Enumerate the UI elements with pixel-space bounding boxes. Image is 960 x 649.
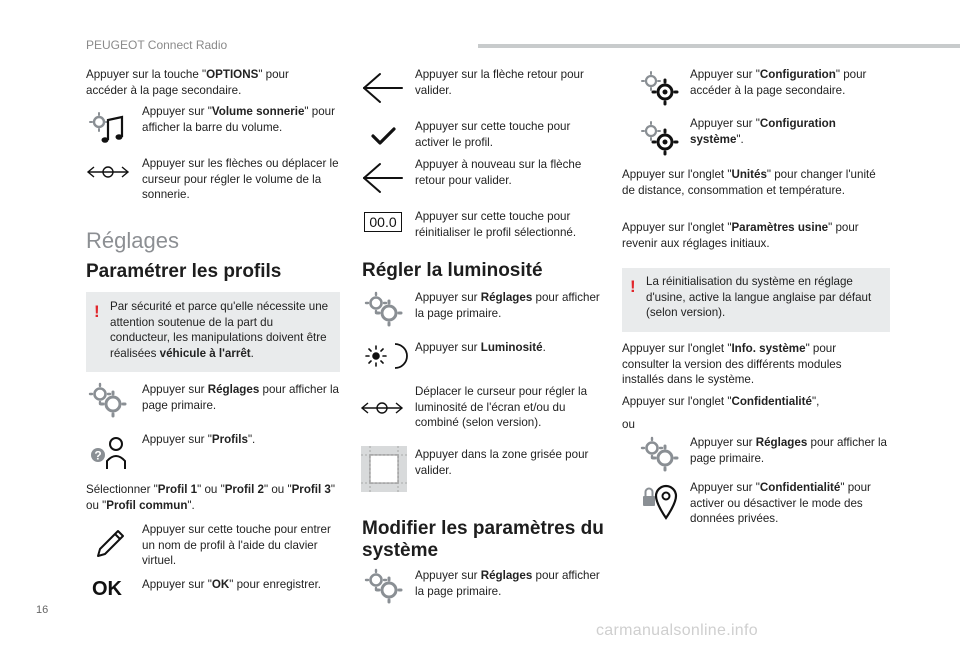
- header-rule: [478, 44, 960, 48]
- settings-gear-icon: [638, 434, 682, 474]
- arrows-instruction: Appuyer sur les flèches ou déplacer le curseur pour régler le volume de la sonnerie.: [142, 157, 339, 201]
- configuration-instruction: Appuyer sur "Configuration" pour accéder à la page secondaire.: [690, 68, 867, 97]
- edit-name-instruction: Appuyer sur cette touche pour entrer un nom de profil à l'aide du clavier virtuel.: [142, 523, 331, 567]
- settings-gear-icon: [362, 289, 406, 329]
- info-system-text: Appuyer sur l'onglet "Info. système" pour consulter la version des différents modules installés dans le système.: [622, 342, 842, 386]
- slider-arrows-icon: [86, 152, 130, 192]
- page-number: 16: [36, 604, 49, 616]
- profils-heading: Paramétrer les profils: [86, 261, 282, 282]
- back-instruction: Appuyer sur la flèche retour pour valider.: [415, 68, 584, 97]
- or-text: ou: [622, 418, 635, 431]
- reset-profile-instruction: Appuyer sur cette touche pour réinitialiser le profil sélectionné.: [415, 210, 577, 239]
- back-arrow-icon: [360, 158, 404, 198]
- running-header: PEUGEOT Connect Radio: [86, 38, 228, 52]
- back-again-instruction: Appuyer à nouveau sur la flèche retour pour valider.: [415, 158, 582, 187]
- svg-text:?: ?: [94, 448, 102, 463]
- safety-note: [86, 292, 340, 372]
- slider-instruction: Déplacer le curseur pour régler la luminosité de l'écran et/ou du combiné (selon version).: [415, 385, 588, 429]
- privacy-instruction: Appuyer sur "Confidentialité" pour activer ou désactiver le mode des données privées.: [690, 481, 871, 525]
- warning-icon: !: [630, 277, 636, 296]
- reset-note-text: La réinitialisation du système en réglage d'usine, active la langue anglaise par défaut (selon version).: [646, 275, 872, 319]
- settings-instruction-2: Appuyer sur Réglages pour afficher la page primaire.: [415, 291, 600, 320]
- back-arrow-icon: [360, 68, 404, 108]
- configuration-gears-icon: [638, 118, 682, 158]
- ok-icon: OK: [92, 578, 122, 600]
- settings-gear-icon: [86, 380, 130, 420]
- reset-note: [622, 268, 890, 332]
- reset-counter-icon: 00.0: [364, 212, 402, 232]
- settings-instruction: Appuyer sur Réglages pour afficher la page primaire.: [142, 383, 339, 412]
- modifier-heading: Modifier les paramètres du système: [362, 518, 604, 561]
- select-profile-text: Sélectionner "Profil 1" ou "Profil 2" ou "Profil 3" ou "Profil commun".: [86, 483, 336, 512]
- reglages-heading: Réglages: [86, 228, 179, 253]
- brightness-sun-moon-icon: [362, 336, 406, 376]
- warning-icon: !: [94, 302, 100, 321]
- profile-user-icon: [86, 433, 130, 473]
- volume-instruction: Appuyer sur "Volume sonnerie" pour afficher la barre du volume.: [142, 105, 335, 134]
- settings-instruction-3: Appuyer sur Réglages pour afficher la page primaire.: [415, 569, 600, 598]
- privacy-tab-text: Appuyer sur l'onglet "Confidentialité",: [622, 395, 820, 408]
- settings-gear-icon: [362, 566, 406, 606]
- profiles-instruction: Appuyer sur "Profils".: [142, 433, 256, 446]
- brightness-instruction: Appuyer sur Luminosité.: [415, 341, 546, 354]
- pencil-icon: [88, 524, 132, 564]
- factory-text: Appuyer sur l'onglet "Paramètres usine" pour revenir aux réglages initiaux.: [622, 221, 859, 250]
- grey-zone-instruction: Appuyer dans la zone grisée pour valider.: [415, 448, 589, 477]
- privacy-lock-pin-icon: [638, 482, 682, 522]
- configuration-gears-icon: [638, 68, 682, 108]
- watermark: carmanualsonline.info: [596, 622, 758, 639]
- units-text: Appuyer sur l'onglet "Unités" pour changer l'unité de distance, consommation et température.: [622, 168, 876, 197]
- intro-options: Appuyer sur la touche "OPTIONS" pour accéder à la page secondaire.: [86, 68, 289, 97]
- settings-instruction-4: Appuyer sur Réglages pour afficher la page primaire.: [690, 436, 887, 465]
- music-settings-icon: [86, 108, 130, 148]
- ok-instruction: Appuyer sur "OK" pour enregistrer.: [142, 578, 322, 591]
- checkmark-icon: [362, 116, 406, 156]
- activate-instruction: Appuyer sur cette touche pour activer le profil.: [415, 120, 571, 149]
- grey-zone-icon: [361, 446, 407, 492]
- luminosite-heading: Régler la luminosité: [362, 260, 543, 281]
- slider-arrows-icon: [360, 388, 404, 428]
- safety-note-text: Par sécurité et parce qu'elle nécessite une attention soutenue de la part du conducteur, les manipulations doivent être réalisées véhicule à l'arrêt.: [110, 300, 329, 360]
- config-system-instruction: Appuyer sur "Configuration système".: [690, 117, 836, 146]
